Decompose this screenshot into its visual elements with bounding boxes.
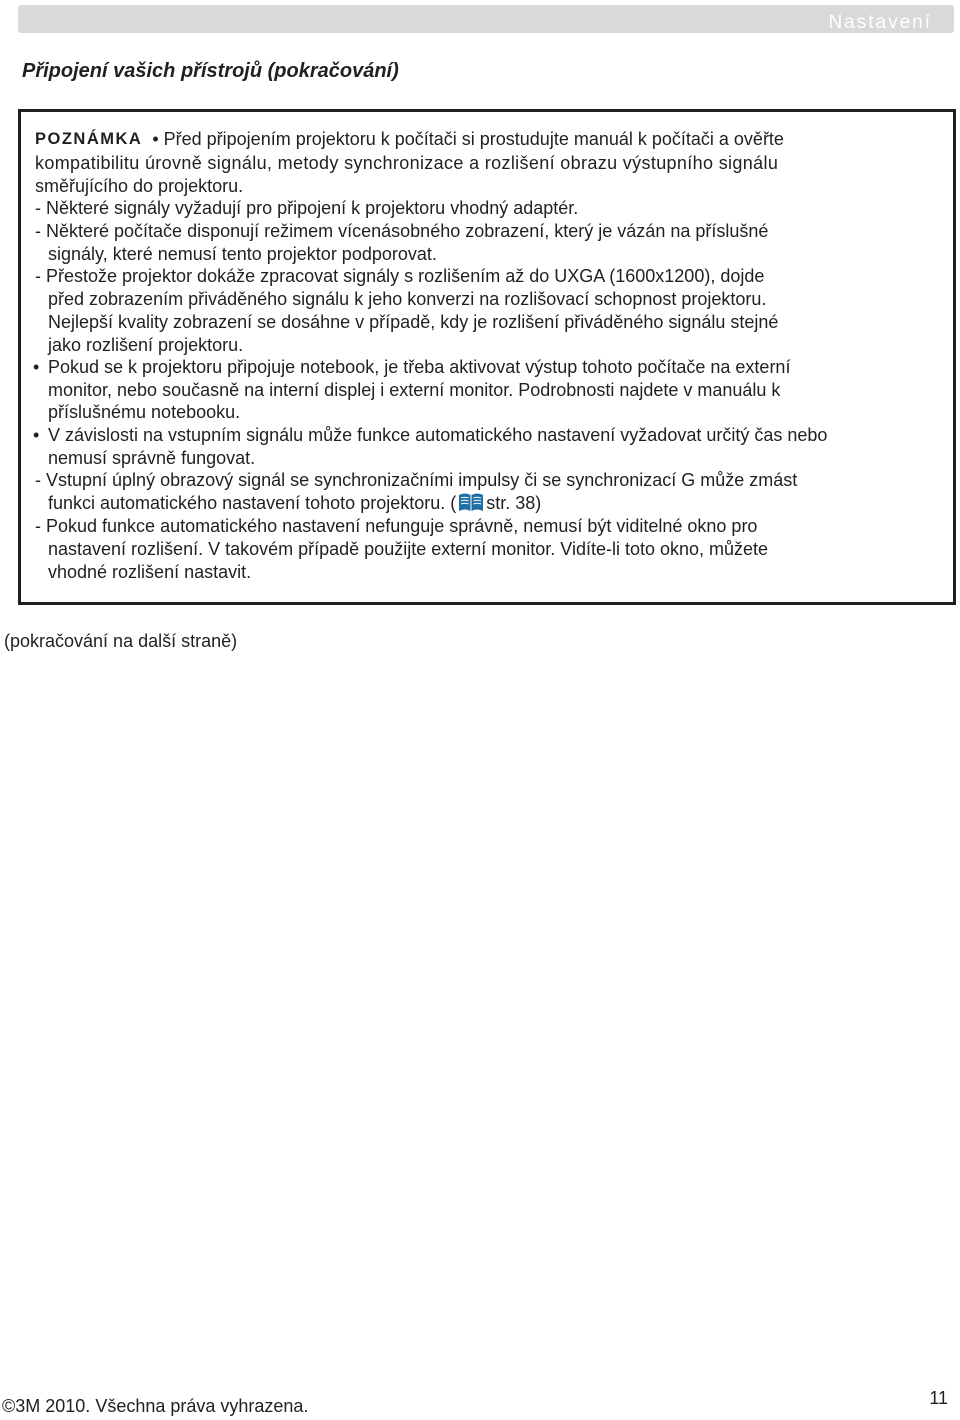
note-line: - Vstupní úplný obrazový signál se synchronizačními impulsy či se synchronizací G může zmást (35, 470, 798, 490)
book-icon (458, 492, 484, 512)
note-text (152, 128, 925, 150)
note-line: monitor, nebo současně na interní displej i externí monitor. Podrobnosti najdete v manuálu k (48, 380, 781, 400)
note-line: V závislosti na vstupním signálu může funkce automatického nastavení vyžadovat určitý čas nebo (48, 425, 828, 445)
note-line-text: • Před připojením projektoru k počítači si prostudujte manuál k počítači a ověřte (152, 129, 784, 149)
bullet-marker: • (33, 425, 40, 445)
note-line: nemusí správně fungovat. (48, 448, 256, 468)
continued-note: (pokračování na další straně) (4, 631, 238, 651)
note-line: vhodné rozlišení nastavit. (48, 562, 252, 582)
bullet-marker: • (33, 357, 40, 377)
note-label: POZNÁMKA (35, 130, 143, 148)
note-line: jako rozlišení projektoru. (48, 335, 244, 355)
note-line: před zobrazením přiváděného signálu k jeho konverzi na rozlišovací schopnost projektoru. (48, 289, 767, 309)
page-reference: str. 38) (486, 493, 542, 513)
note-line-with-reference (48, 492, 541, 514)
section-title: Nastavení (828, 12, 932, 33)
footer-copyright: ©3M 2010. Všechna práva vyhrazena. (2, 1396, 309, 1416)
note-line: příslušnému notebooku. (48, 402, 241, 422)
note-line: Pokud se k projektoru připojuje notebook, je třeba aktivovat výstup tohoto počítače na externí (48, 357, 791, 377)
note-line: Nejlepší kvality zobrazení se dosáhne v případě, kdy je rozlišení přiváděného signálu stejné (48, 312, 779, 332)
note-line: - Pokud funkce automatického nastavení nefunguje správně, nemusí být viditelné okno pro (35, 516, 758, 536)
note-line: - Některé signály vyžadují pro připojení k projektoru vhodný adaptér. (35, 198, 579, 218)
note-line: - Některé počítače disponují režimem vícenásobného zobrazení, který je vázán na příslušné (35, 221, 769, 241)
note-line: - Přestože projektor dokáže zpracovat signály s rozlišením až do UXGA (1600x1200), dojde (35, 266, 765, 286)
note-line: kompatibilitu úrovně signálu, metody synchronizace a rozlišení obrazu výstupního signálu (35, 153, 779, 173)
note-line (35, 128, 925, 150)
page-heading: Připojení vašich přístrojů (pokračování) (22, 60, 399, 82)
note-line: signály, které nemusí tento projektor podporovat. (48, 244, 437, 264)
note-line-text: funkci automatického nastavení tohoto projektoru. ( (48, 493, 457, 513)
note-line: směřujícího do projektoru. (35, 176, 244, 196)
header-bar (18, 5, 954, 33)
page-number: 11 (929, 1388, 948, 1408)
note-line: nastavení rozlišení. V takovém případě použijte externí monitor. Vidíte-li toto okno, můžete (48, 539, 769, 559)
